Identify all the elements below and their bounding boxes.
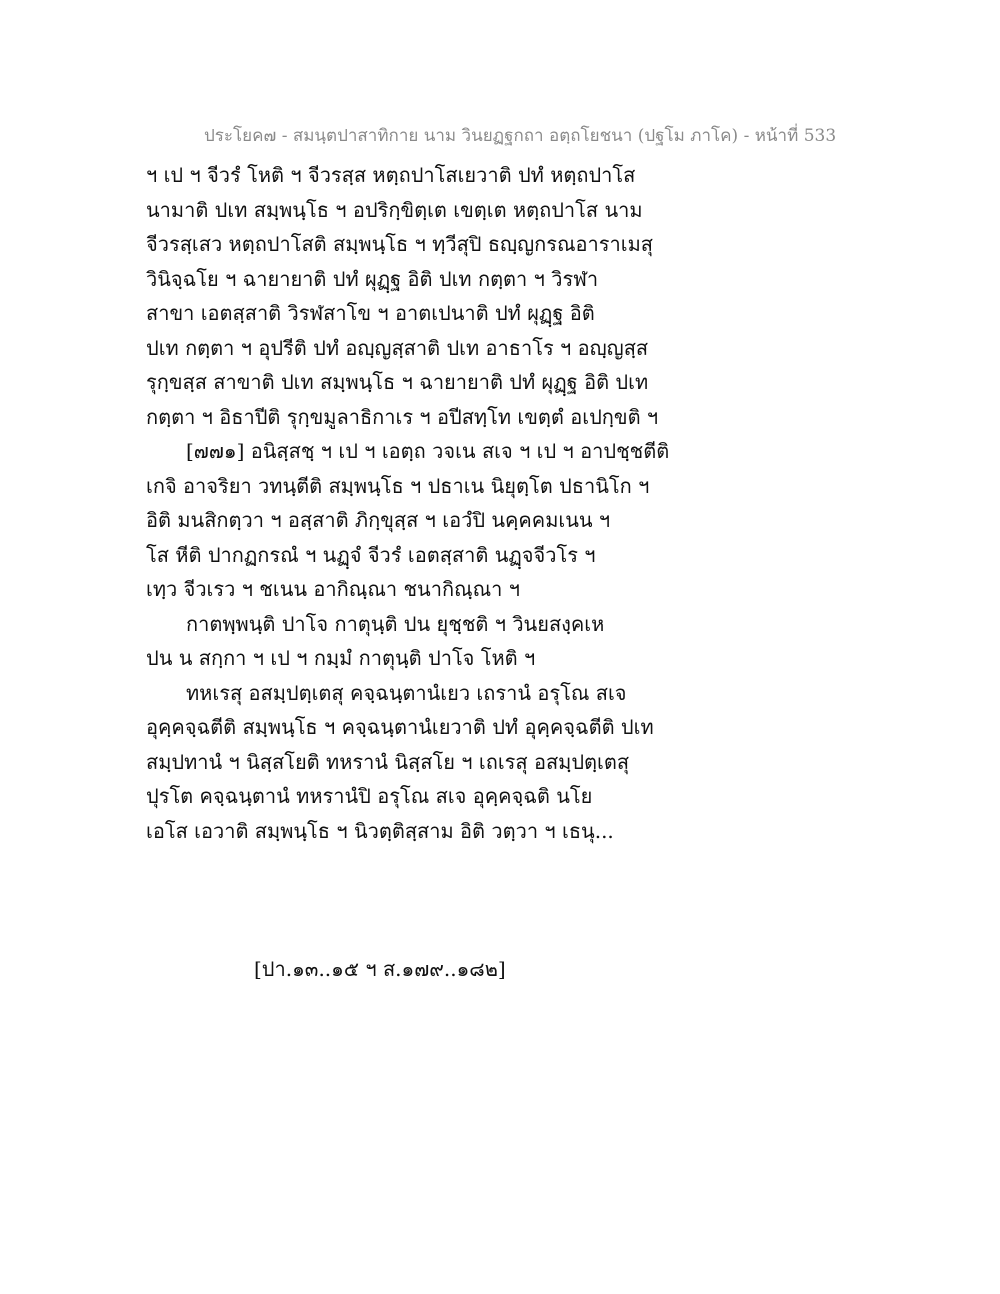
text-line: จีวรสฺเสว หตฺถปาโสติ สมฺพนฺโธ ฯ ทฺวีสุปิ ธญฺญกรณอาราเมสุ <box>146 232 653 256</box>
body-text <box>146 158 846 848</box>
paragraph-start-line: [๗๗๑] อนิสฺสชฺ ฯ เป ฯ เอตฺถ วจเน สเจ ฯ เป ฯ อาปชฺชตีติ <box>186 439 670 463</box>
text-line: ปุรโต คจฺฉนฺตานํ ทหรานํปิ อรุโณ สเจ อุคฺคจฺฉติ นโย <box>146 784 593 808</box>
text-line: อิติ มนสิกตฺวา ฯ อสฺสาติ ภิกฺขุสฺส ฯ เอวํปิ นคฺคคมเนน ฯ <box>146 508 611 532</box>
text-line: สมฺปทานํ ฯ นิสฺสโยติ ทหรานํ นิสฺสโย ฯ เถเรสุ อสมฺปตฺเตสุ <box>146 749 630 774</box>
text-line: กตฺตา ฯ อิธาปีติ รุกฺขมูลาธิกาเร ฯ อปีสทฺโท เขตฺตํ อเปกฺขติ ฯ <box>146 404 659 429</box>
text-line: เทฺว จีวเรว ฯ ชเนน อากิณฺณา ชนากิณฺณา ฯ <box>146 577 520 601</box>
running-header: ประโยค๗ - สมนฺตปาสาทิกาย นาม วินยฏฐกถา อตฺถโยชนา (ปฐโม ภาโค) - หน้าที่ 533 <box>204 126 837 146</box>
text-line: ปเท กตฺตา ฯ อุปรีติ ปทํ อญฺญสฺสาติ ปเท อาธาโร ฯ อญฺญสฺส <box>146 335 649 360</box>
paragraph-start-line: กาตพฺพนฺติ ปาโจ กาตุนฺติ ปน ยุชฺชติ ฯ วินยสงฺคเห <box>186 611 605 636</box>
text-line: ปน น สกฺกา ฯ เป ฯ กมฺมํ กาตุนฺติ ปาโจ โหติ ฯ <box>146 646 536 670</box>
paragraph-start-line: ทหเรสุ อสมฺปตฺเตสุ คจฺฉนฺตานํเยว เถรานํ อรุโณ สเจ <box>186 680 627 705</box>
text-line: สาขา เอตสฺสาติ วิรฬสาโข ฯ อาตเปนาติ ปทํ ผุฏฺฐ อิติ <box>146 301 595 325</box>
text-line: ฯ เป ฯ จีวรํ โหติ ฯ จีวรสฺส หตฺถปาโสเยวาติ ปทํ หตฺถปาโส <box>146 163 636 187</box>
text-line: นามาติ ปเท สมฺพนฺโธ ฯ อปริกฺขิตฺเต เขตฺเต หตฺถปาโส นาม <box>146 197 643 222</box>
text-line: เอโส เอวาติ สมฺพนฺโธ ฯ นิวตฺติสฺสาม อิติ วตฺวา ฯ เธนุ... <box>146 818 614 843</box>
text-line: เกจิ อาจริยา วทนฺตีติ สมฺพนฺโธ ฯ ปธาเน นิยุตฺโต ปธานิโก ฯ <box>146 473 650 498</box>
text-line: รุกฺขสฺส สาขาติ ปเท สมฺพนฺโธ ฯ ฉายายาติ ปทํ ผุฏฺฐ อิติ ปเท <box>146 370 649 394</box>
page-reference: [ปา.๑๓..๑๕ ฯ ส.๑๗๙..๑๘๒] <box>254 957 506 981</box>
text-line: โส หีติ ปากฏกรณํ ฯ นฏฺจํ จีวรํ เอตสฺสาติ นฏฺจจีวโร ฯ <box>146 542 596 567</box>
text-line: วินิจฺฉโย ฯ ฉายายาติ ปทํ ผุฏฺฐ อิติ ปเท กตฺตา ฯ วิรฬา <box>146 266 599 291</box>
text-line: อุคฺคจฺฉตีติ สมฺพนฺโธ ฯ คจฺฉนฺตานํเยวาติ ปทํ อุคฺคจฺฉตีติ ปเท <box>146 715 654 739</box>
